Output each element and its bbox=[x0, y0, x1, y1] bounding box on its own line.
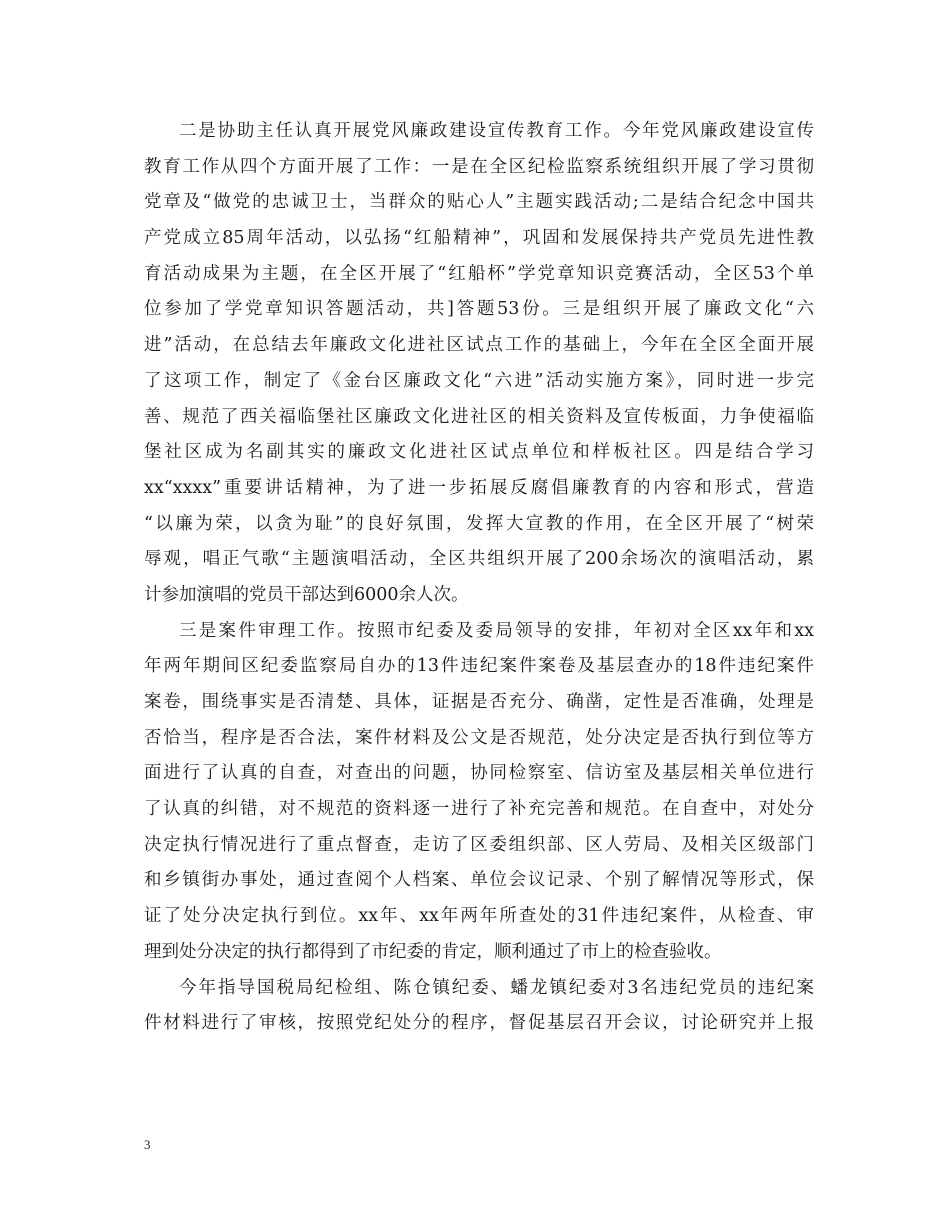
text-line: 决定执行情况进行了重点督查，走访了区委组织部、区人劳局、及相关区级部门 bbox=[144, 834, 814, 855]
text-line: 二是协助主任认真开展党风廉政建设宣传教育工作。今年党风廉政建设宣传 bbox=[179, 121, 814, 141]
text-line: 了这项工作，制定了《金台区廉政文化“六进”活动实施方案》，同时进一步完 bbox=[144, 370, 814, 391]
text-line: 三是案件审理工作。按照市纪委及委局领导的安排，年初对全区xx年和xx bbox=[179, 620, 814, 641]
text-line: 产党成立85周年活动，以弘扬“红船精神”，巩固和发展保持共产党员先进性教 bbox=[144, 228, 814, 249]
text-line: 否恰当，程序是否合法，案件材料及公文是否规范，处分决定是否执行到位等方 bbox=[144, 727, 814, 748]
text-line: 理到处分决定的执行都得到了市纪委的肯定，顺利通过了市上的检查验收。 bbox=[144, 941, 722, 962]
text-line: 面进行了认真的自查，对查出的问题，协同检察室、信访室及基层相关单位进行 bbox=[144, 763, 814, 784]
text-line: 今年指导国税局纪检组、陈仓镇纪委、蟠龙镇纪委对3名违纪党员的违纪案 bbox=[179, 977, 814, 998]
text-line: 位参加了学党章知识答题活动，共]答题53份。三是组织开展了廉政文化“六 bbox=[144, 299, 814, 320]
text-line: xx“xxxx”重要讲话精神，为了进一步拓展反腐倡廉教育的内容和形式，营造 bbox=[144, 477, 814, 498]
text-line: 教育工作从四个方面开展了工作：一是在全区纪检监察系统组织开展了学习贯彻 bbox=[144, 156, 814, 177]
text-line: 和乡镇街办事处，通过查阅个人档案、单位会议记录、个别了解情况等形式，保 bbox=[144, 870, 814, 891]
document-body bbox=[144, 114, 814, 1042]
text-line: 计参加演唱的党员干部达到6000余人次。 bbox=[144, 584, 469, 605]
page-number: 3 bbox=[144, 1137, 151, 1152]
text-line: 进”活动，在总结去年廉政文化进社区试点工作的基础上，今年在全区全面开展 bbox=[144, 335, 814, 356]
text-line: 党章及“做党的忠诚卫士，当群众的贴心人”主题实践活动;二是结合纪念中国共 bbox=[144, 192, 814, 213]
text-line: 育活动成果为主题，在全区开展了“红船杯”学党章知识竞赛活动，全区53个单 bbox=[144, 263, 814, 284]
text-line: 证了处分决定执行到位。xx年、xx年两年所查处的31件违纪案件，从检查、审 bbox=[144, 906, 814, 927]
text-line: 案卷，围绕事实是否清楚、具体，证据是否充分、确凿，定性是否准确，处理是 bbox=[144, 692, 814, 712]
text-line: 辱观，唱正气歌“主题演唱活动，全区共组织开展了200余场次的演唱活动，累 bbox=[144, 549, 814, 570]
text-line: 堡社区成为名副其实的廉政文化进社区试点单位和样板社区。四是结合学习 bbox=[144, 442, 814, 463]
text-line: 件材料进行了审核，按照党纪处分的程序，督促基层召开会议，讨论研究并上报 bbox=[144, 1013, 814, 1034]
text-line: 了认真的纠错，对不规范的资料逐一进行了补充完善和规范。在自查中，对处分 bbox=[144, 799, 814, 820]
text-line: 年两年期间区纪委监察局自办的13件违纪案件案卷及基层查办的18件违纪案件 bbox=[144, 656, 814, 677]
text-line: 善、规范了西关福临堡社区廉政文化进社区的相关资料及宣传板面，力争使福临 bbox=[144, 406, 814, 427]
text-line: “以廉为荣，以贪为耻”的良好氛围，发挥大宣教的作用，在全区开展了“树荣 bbox=[144, 513, 814, 534]
